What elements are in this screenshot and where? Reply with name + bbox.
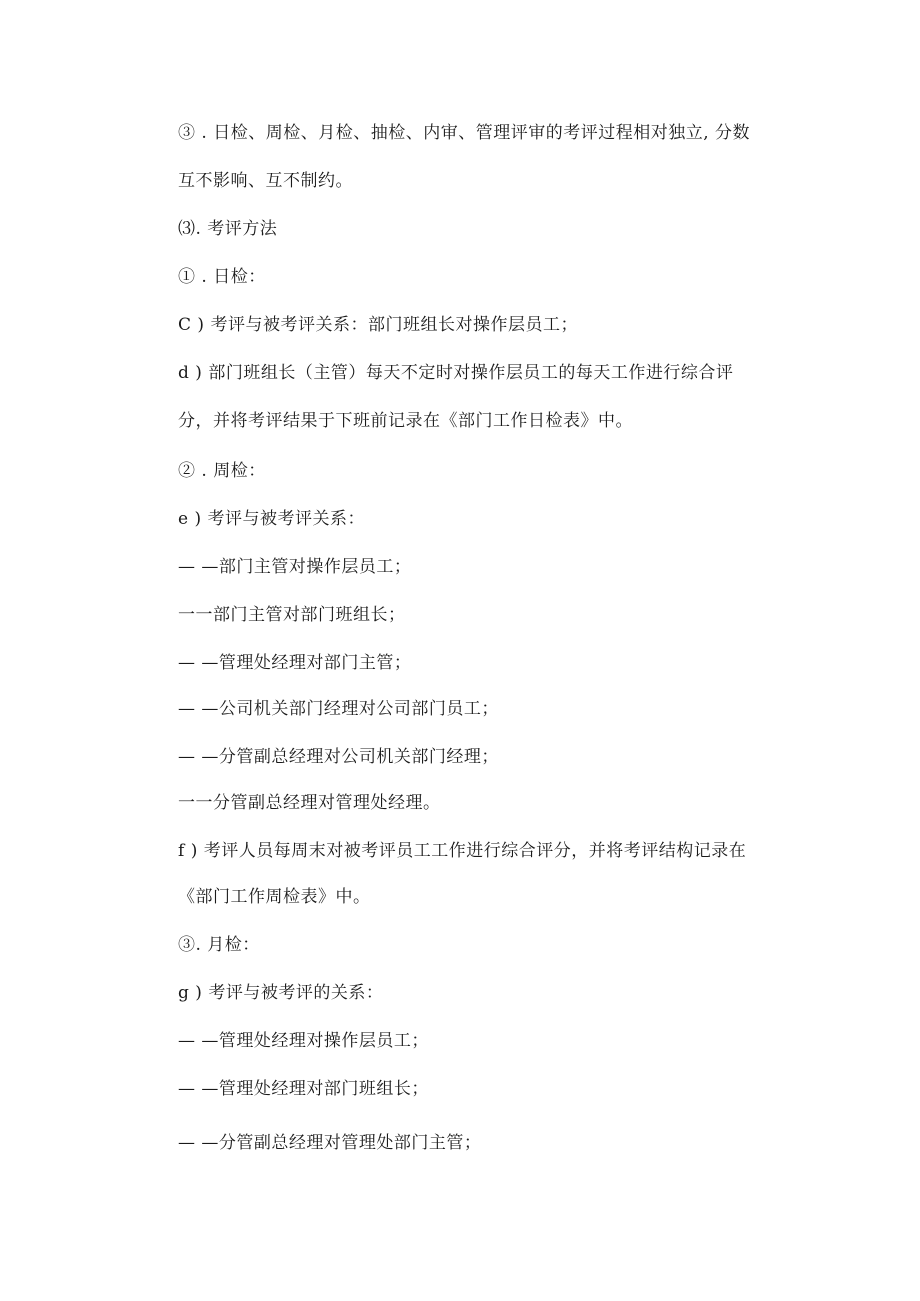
list-item: — —管理处经理对部门班组长；: [178, 1079, 429, 1099]
list-item: — —分管副总经理对公司机关部门经理；: [178, 747, 499, 767]
list-item: 一一部门主管对部门班组长；: [178, 605, 406, 625]
text-line: d ) 部门班组长（主管）每天不定时对操作层员工的每天工作进行综合评: [178, 363, 734, 383]
list-item: — —管理处经理对操作层员工；: [178, 1031, 429, 1051]
text-line: g ) 考评与被考评的关系：: [178, 983, 384, 1003]
text-line: e ) 考评与被考评关系：: [178, 509, 366, 529]
list-item: — —公司机关部门经理对公司部门员工；: [178, 699, 499, 719]
text-line: 互不影响、互不制约。: [178, 171, 353, 191]
list-item: 一一分管副总经理对管理处经理。: [178, 793, 441, 813]
list-item: — —管理处经理对部门主管；: [178, 653, 412, 673]
text-line: ③ . 日检、周检、月检、抽检、内审、管理评审的考评过程相对独立, 分数: [178, 123, 751, 143]
text-line: C ) 考评与被考评关系：部门班组长对操作层员工；: [178, 315, 578, 335]
subsection-heading: ③. 月检：: [178, 935, 260, 955]
text-line: 分，并将考评结果于下班前记录在《部门工作日检表》中。: [178, 411, 633, 431]
subsection-heading: ② . 周检：: [178, 461, 266, 481]
list-item: — —分管副总经理对管理处部门主管；: [178, 1133, 482, 1153]
section-heading: ⑶. 考评方法: [178, 219, 278, 239]
list-item: — —部门主管对操作层员工；: [178, 557, 412, 577]
subsection-heading: ① . 日检：: [178, 267, 266, 287]
text-line: f ) 考评人员每周末对被考评员工工作进行综合评分，并将考评结构记录在: [178, 841, 747, 861]
text-line: 《部门工作周检表》中。: [178, 887, 371, 907]
